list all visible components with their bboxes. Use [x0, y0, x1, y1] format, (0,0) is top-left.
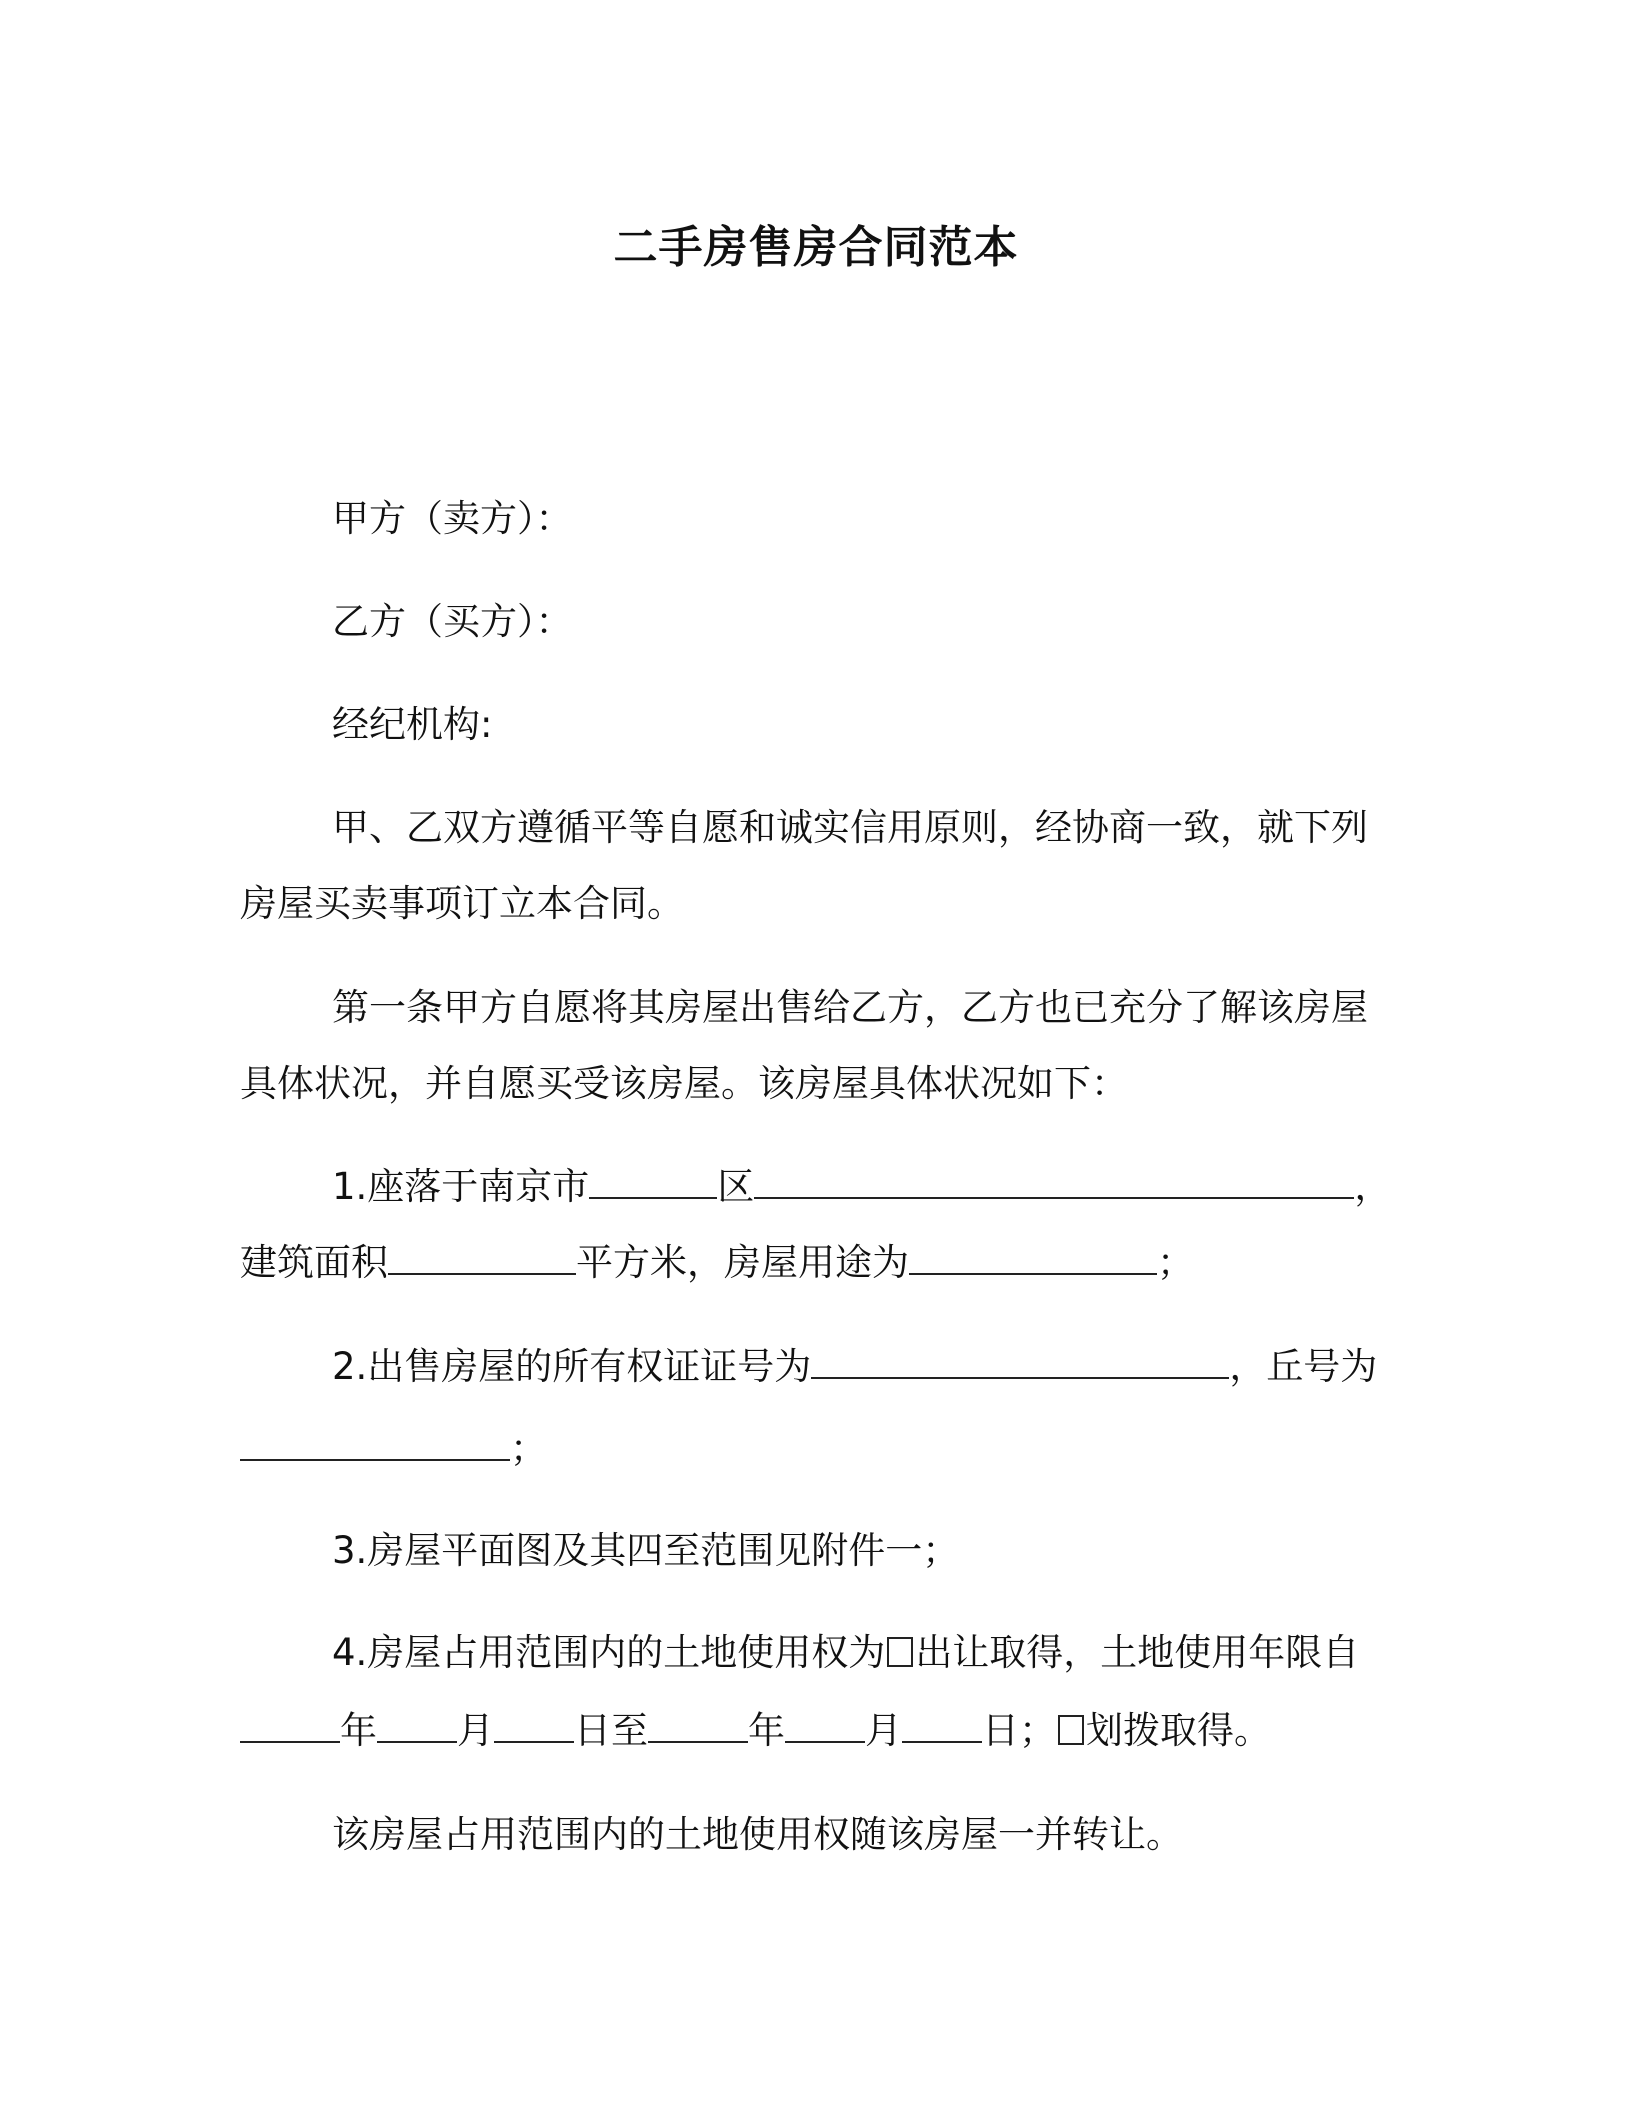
month-label: 月 [457, 1709, 494, 1752]
hill-number-label: ，丘号为 [1229, 1345, 1378, 1388]
article1-line-1: 第一条甲方自愿将其房屋出售给乙方，乙方也已充分了解该房屋 [332, 986, 1368, 1029]
area-unit-label: 平方米，房屋用途为 [576, 1241, 909, 1284]
usage-blank[interactable] [909, 1239, 1157, 1275]
item4-line-1 [332, 1628, 1359, 1678]
item1-line-1 [332, 1162, 1391, 1212]
item4-line-2 [240, 1706, 1271, 1756]
item2-prefix: 2.出售房屋的所有权证证号为 [332, 1345, 812, 1388]
party-a-label: 甲方（卖方）： [332, 497, 573, 540]
item2-line-1 [332, 1342, 1377, 1392]
item3-line: 3.房屋平面图及其四至范围见附件一； [332, 1529, 960, 1572]
address-blank[interactable] [754, 1163, 1354, 1199]
item4-prefix: 4.房屋占用范围内的土地使用权为 [332, 1631, 886, 1674]
party-b-label: 乙方（买方）： [332, 600, 573, 643]
item4-option2: 划拨取得。 [1086, 1709, 1271, 1752]
item1-prefix: 1.座落于南京市 [332, 1165, 590, 1208]
allocation-checkbox[interactable] [1058, 1715, 1084, 1745]
end-day-blank[interactable] [902, 1707, 982, 1743]
month2-label: 月 [865, 1709, 902, 1752]
start-month-blank[interactable] [377, 1707, 457, 1743]
area-blank[interactable] [388, 1239, 576, 1275]
item1-end: ； [1157, 1241, 1194, 1284]
document-title: 二手房售房合同范本 [613, 222, 1019, 273]
end-year-blank[interactable] [648, 1707, 748, 1743]
item4-option1: 出让取得，土地使用年限自 [915, 1631, 1360, 1674]
preamble-line-1: 甲、乙双方遵循平等自愿和诚实信用原则，经协商一致，就下列 [332, 806, 1368, 849]
item1-district: 区 [717, 1165, 755, 1208]
day-end-label: 日； [982, 1709, 1056, 1752]
item1-line-2 [240, 1238, 1194, 1288]
agency-label: 经纪机构: [332, 703, 493, 746]
hill-number-blank[interactable] [240, 1425, 510, 1461]
transfer-checkbox[interactable] [887, 1637, 913, 1667]
area-label: 建筑面积 [240, 1241, 388, 1284]
end-month-blank[interactable] [785, 1707, 865, 1743]
item2-end: ； [510, 1427, 547, 1470]
district-blank[interactable] [589, 1163, 717, 1199]
year2-label: 年 [748, 1709, 785, 1752]
item2-line-2 [240, 1424, 547, 1474]
preamble-line-2: 房屋买卖事项订立本合同。 [240, 882, 684, 925]
closing-line: 该房屋占用范围内的土地使用权随该房屋一并转让。 [332, 1813, 1183, 1856]
start-year-blank[interactable] [240, 1707, 340, 1743]
article1-line-2: 具体状况，并自愿买受该房屋。该房屋具体状况如下： [240, 1062, 1128, 1105]
year-label: 年 [340, 1709, 377, 1752]
start-day-blank[interactable] [494, 1707, 574, 1743]
certificate-number-blank[interactable] [811, 1343, 1229, 1379]
day-to-label: 日至 [574, 1709, 648, 1752]
item1-comma: ， [1354, 1165, 1392, 1208]
